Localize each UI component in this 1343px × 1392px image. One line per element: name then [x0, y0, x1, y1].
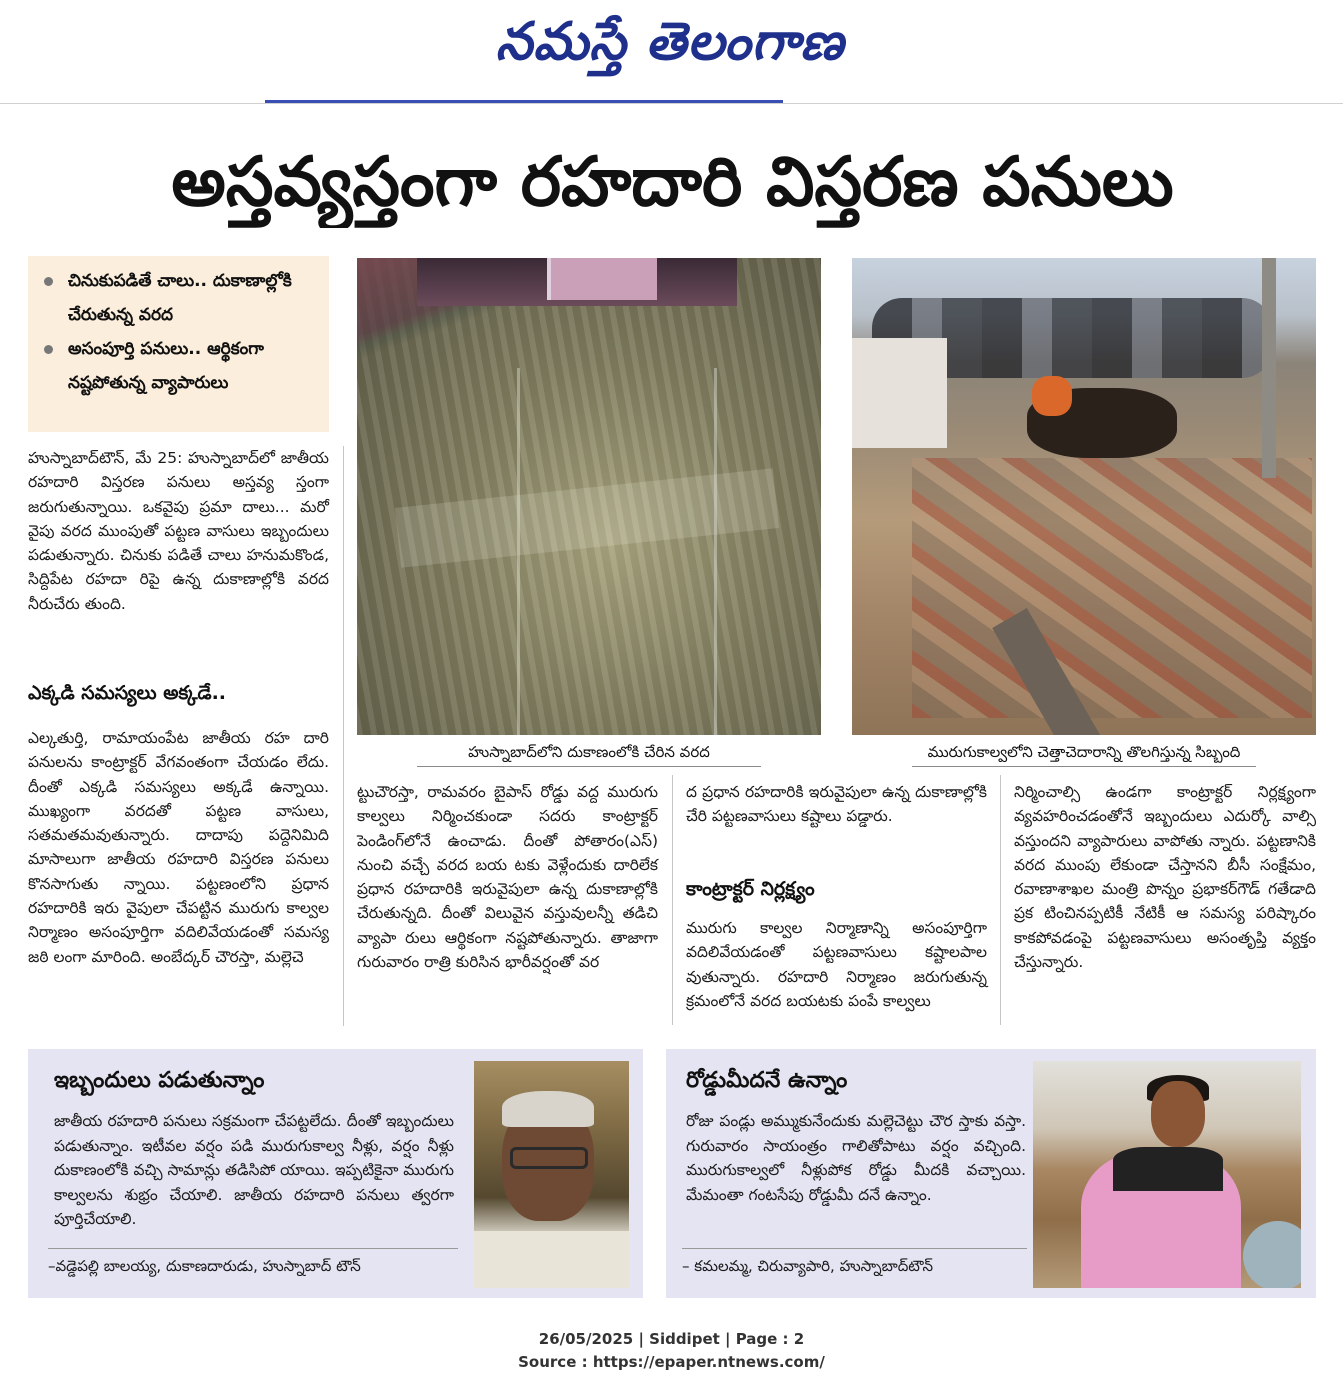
photo-detail — [517, 368, 717, 735]
flood-photo — [357, 258, 821, 735]
vendor-portrait — [1033, 1061, 1301, 1288]
summary-text: అసంపూర్తి పనులు.. ఆర్థికంగా నష్టపోతున్న వ్యాపారులు — [68, 339, 264, 393]
photo-detail — [1243, 1221, 1301, 1288]
photo-detail — [474, 1231, 629, 1288]
caption-text: మురుగుకాల్వలోని చెత్తాచెదారాన్ని తొలగిస్తున్న సిబ్బంది — [927, 743, 1241, 761]
caption-text: హుస్నాబాద్‌లోని దుకాణంలోకి చేరిన వరద — [468, 743, 710, 761]
summary-box — [28, 256, 329, 432]
bullet-icon — [44, 345, 53, 354]
quote-title: రోడ్డుమీదనే ఉన్నాం — [686, 1068, 848, 1093]
quote-separator — [48, 1248, 458, 1249]
quote-separator — [682, 1248, 1027, 1249]
quote-title: ఇబ్బందులు పడుతున్నాం — [54, 1068, 265, 1093]
article-paragraph: మురుగు కాల్వల నిర్మాణాన్ని అసంపూర్తిగా వదిలివేయడంతో పట్టణవాసులు కష్టాలపాల వుతున్నారు. రహదారి నిర్మాణం జరుగుతున్న క్రమంలోనే వరద బయటకు పంపే కాల్వలు — [686, 919, 987, 1010]
page-divider — [0, 103, 1343, 104]
article-paragraph: ద ప్రధాన రహదారికి ఇరువైపులా ఉన్న దుకాణాల్లోకి చేరి పట్టణవాసులు కష్టాలు పడ్డారు. — [686, 783, 987, 826]
drain-work-photo — [852, 258, 1316, 735]
photo-detail — [1151, 1081, 1205, 1147]
article-paragraph: నిర్మించాల్సి ఉండగా కాంట్రాక్టర్ నిర్లక్ష్యంగా వ్యవహరించడంతోనే ఇబ్బందులు ఎదుర్కో వాల్సి వస్తుందని వ్యాపారులు వాపోతు న్నారు. పట్టణానికి వరద ముంపు లేకుండా చేస్తానని బీసీ సంక్షేమం, రవాణాశాఖల మంత్రి పొన్నం ప్రభాకర్‌గౌడ్ గతేడాది ప్రక టించినప్పటికీ నేటికీ ఆ సమస్య పరిష్కారం కాకపోవడంపై పట్టణవాసులు అసంతృప్తి వ్యక్తం చేస్తున్నారు. — [1014, 783, 1316, 972]
photo-detail — [912, 458, 1312, 718]
photo-detail — [547, 258, 657, 300]
photo-caption — [357, 735, 821, 769]
summary-text: చినుకుపడితే చాలు.. దుకాణాల్లోకి చేరుతున్న వరద — [68, 271, 292, 325]
photo-detail — [1032, 376, 1072, 416]
photo-caption — [852, 735, 1316, 769]
caption-underline — [912, 766, 1256, 767]
photo-detail — [510, 1147, 588, 1169]
photo-detail — [1262, 258, 1276, 478]
subheading: ఎక్కడి సమస్యలు అక్కడే.. — [28, 682, 227, 704]
quote-text: రోజు పండ్లు అమ్ముకునేందుకు మల్లెచెట్టు చౌర స్తాకు వస్తా. గురువారం సాయంత్రం గాలితోపాటు వర్షం వచ్చింది. మురుగుకాల్వలో నీళ్లుపోక రోడ్డు మీదకి వచ్చాయి. మేమంతా గంటసేపు రోడ్డుమీ దనే ఉన్నాం. — [686, 1112, 1026, 1204]
photo-detail — [1113, 1147, 1223, 1191]
quote-signature: –వడ్డెపల్లి బాలయ్య, దుకాణదారుడు, హుస్నాబాద్ టౌన్ — [48, 1257, 361, 1275]
photo-detail — [502, 1091, 594, 1127]
column-divider — [1000, 775, 1001, 1025]
article-paragraph: ట్టుచౌరస్తా, రామవరం బైపాస్ రోడ్డు వద్ద మురుగు కాల్వలు నిర్మించకుండా సదరు కాంట్రాక్టర్ పెండింగ్‌లోనే ఉంచాడు. దీంతో పోతారం(ఎస్) నుంచి వచ్చే వరద బయ టకు వెళ్లేందుకు దారిలేక ప్రధాన రహదారికి ఇరువైపులా ఉన్న దుకాణాల్లోకి చేరుతున్నది. దీంతో విలువైన వస్తువులన్నీ తడిచి వ్యాపా రులు ఆర్థికంగా నష్టపోతున్నారు. తాజాగా గురువారం రాత్రి కురిసిన భారీవర్షంతో వర — [357, 783, 658, 972]
footer-date-edition: 26/05/2025 | Siddipet | Page : 2 — [538, 1330, 805, 1348]
article-paragraph: హుస్నాబాద్‌టౌన్, మే 25: హుస్నాబాద్‌లో జాతీయ రహదారి విస్తరణ పనులు అస్తవ్య స్తంగా జరుగుతున్నాయి. ఒకవైపు ప్రమా దాలు... మరో వైపు వరద ముంపుతో పట్టణ వాసులు ఇబ్బందులు పడుతున్నారు. చినుకు పడితే చాలు హనుమకొండ, సిద్దిపేట రహదా రిపై ఉన్న దుకాణాల్లోకి వరద నీరుచేరు తుంది. — [28, 449, 329, 613]
quote-text: జాతీయ రహదారి పనులు సక్రమంగా చేపట్టలేదు. దీంతో ఇబ్బందులు పడుతున్నాం. ఇటీవల వర్షం పడి మురుగుకాల్వ నీళ్లు, వర్షం నీళ్లు దుకాణంలోకి వచ్చి సామాన్లు తడిసిపో యాయి. ఇప్పటికైనా మురుగు కాల్వలను శుభ్రం చేయాలి. జాతీయ రహదారి పనులు త్వరగా పూర్తిచేయాలి. — [54, 1112, 454, 1228]
column-divider — [343, 446, 344, 1026]
quote-signature: – కమలమ్మ, చిరువ్యాపారి, హుస్నాబాద్‌టౌన్ — [682, 1257, 933, 1275]
photo-detail — [852, 338, 947, 448]
summary-item — [42, 264, 321, 332]
caption-underline — [417, 766, 761, 767]
newspaper-logo: నమస్తే తెలంగాణ — [495, 11, 845, 72]
article-paragraph: ఎల్కతుర్తి, రామాయంపేట జాతీయ రహ దారి పనులను కాంట్రాక్టర్ వేగవంతంగా చేయడం లేదు. దీంతో ఎక్కడి సమస్యలు అక్కడే ఉన్నాయి. ముఖ్యంగా వరదతో పట్టణ వాసులు, సతమతమవుతున్నారు. దాదాపు పద్దెనిమిది మాసాలుగా జాతీయ రహదారి విస్తరణ పనులు కొనసాగుతు న్నాయి. పట్టణంలోని ప్రధాన రహదారికి ఇరు వైపులా చేపట్టిన మురుగు కాల్వల నిర్మాణం అసంపూర్తిగా వదిలివేయడంతో సమస్య జఠి లంగా మారింది. అంబేద్కర్ చౌరస్తా, మల్లెచె — [28, 729, 329, 966]
bullet-icon — [44, 277, 53, 286]
summary-item — [42, 332, 321, 400]
footer-source: Source : https://epaper.ntnews.com/ — [518, 1353, 825, 1371]
column-divider — [672, 775, 673, 1025]
article-headline: అస్తవ్యస్తంగా రహదారి విస్తరణ పనులు — [171, 143, 1174, 222]
shopkeeper-portrait — [474, 1061, 629, 1288]
subheading: కాంట్రాక్టర్ నిర్లక్ష్యం — [686, 878, 815, 900]
